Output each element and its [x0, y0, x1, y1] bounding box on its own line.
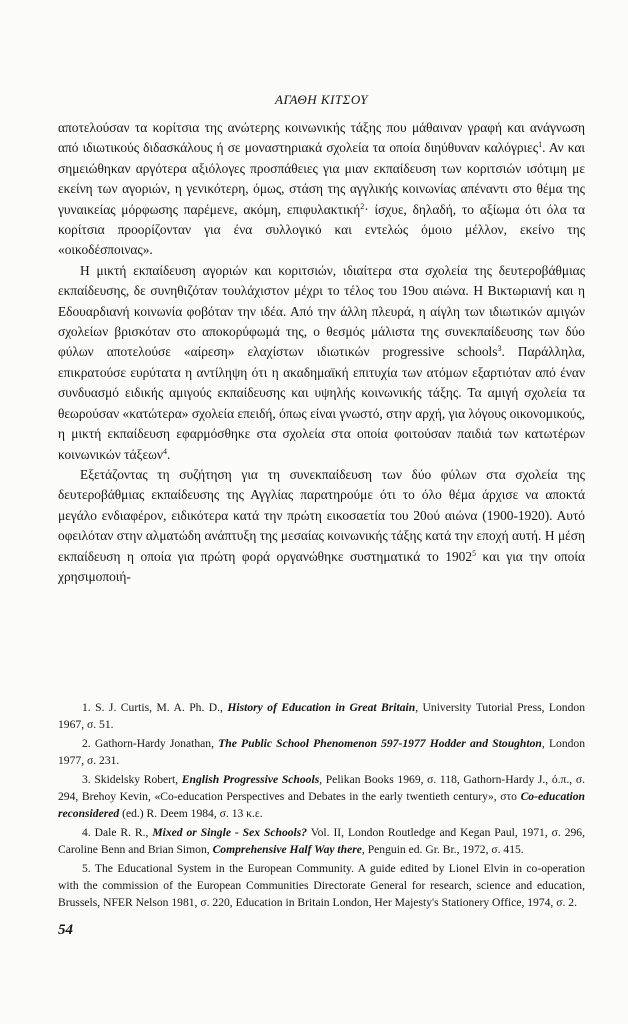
- footnote-text: , University Tutorial Press, London 1967, σ. 51.: [58, 701, 585, 731]
- paragraph-text: και για την οποία χρησιμοποιή-: [58, 548, 585, 584]
- footnote-text: 1. S. J. Curtis, M. A. Ph. D.,: [82, 701, 228, 714]
- paragraph-text: . Αν και σημειώθηκαν αργότερα αξιόλογες προσπάθειες για μιαν εκπαίδευση των κοριτσιών ισότιμη με εκείνη των αγοριών, η γενικότερη, όμως, στάση της αγγλικής κοινωνίας απέναντι στο θέμα της γυναικείας μόρφωσης παρέμενε, ακόμη, επιφυλακτική: [58, 140, 585, 217]
- footnote-text: 2. Gathorn-Hardy Jonathan,: [82, 737, 219, 751]
- footnote-book-title: Co-education reconsidered: [58, 789, 585, 820]
- footnote-book-title: History of Education in Great Britain: [227, 701, 416, 714]
- footnote-text: , Penguin ed. Gr. Br., 1972, σ. 415.: [361, 842, 524, 856]
- body-text: [58, 118, 585, 587]
- footnote: [58, 736, 585, 769]
- running-head: ΑΓΑΘΗ ΚΙΤΣΟΥ: [275, 92, 368, 107]
- paragraph-text: .: [166, 446, 171, 462]
- footnote-book-title: Mixed or Single - Sex Schools?: [152, 826, 308, 840]
- footnote-text: 3. Skidelsky Robert,: [82, 773, 182, 787]
- footnote-marker: 1: [538, 140, 543, 150]
- footnote: [58, 825, 585, 858]
- footnote-book-title: Comprehensive Half Way there: [212, 842, 362, 856]
- footnote-book-title: The Public School Phenomenon 597-1977 Hodder and Stoughton: [218, 737, 542, 751]
- footnote-marker: 2: [360, 201, 365, 211]
- paragraph-text: αποτελούσαν τα κορίτσια της ανώτερης κοινωνικής τάξης που μάθαιναν γραφή και ανάγνωση από ιδιωτικούς διδασκάλους ή σε μοναστηριακά σχολεία τα οποία διηύθυναν καλόγριες: [58, 120, 585, 156]
- paragraph-text: . Παράλληλα, επικρατούσε ευρύτατα η αντίληψη ότι η ακαδημαϊκή επιτυχία των ατόμων εξαρτιόταν από έναν συνδυασμό ειδικής αμιγούς εκπαίδευσης και υψηλής κοινωνικής τάξης. Τα αμιγή σχολεία τα θεωρούσαν «κατώτερα» σχολεία επειδή, όπως είναι γνωστό, στην αρχή, για λόγους οικονομικούς, η μικτή εκπαίδευση εφαρμόσθηκε στα σχολεία στα οποία φοιτούσαν παιδιά των κατωτέρων κοινωνικών τάξεων: [58, 344, 585, 462]
- footnote: [58, 861, 585, 911]
- footnote-text: 5. The Educational System in the European Community. A guide edited by Lionel Elvin in co-operation with the commission of the European Communities Directorate General for research, science and education, Brussels, NFER Nelson 1981, σ. 220, Education in Britain London, Her Majesty's Stationery Office, 1974, σ. 2.: [58, 862, 585, 909]
- paragraph: [58, 118, 585, 261]
- footnotes: [58, 700, 585, 914]
- paragraph: [58, 261, 585, 465]
- paragraph-text: · ίσχυε, δηλαδή, το αξίωμα ότι όλα τα κορίτσια προορίζονταν για ένα συλλογικό και εντελώς όμοιο μέλλον, εκείνο της «οικοδέσποινας».: [58, 201, 585, 258]
- footnote-marker: 5: [472, 548, 477, 558]
- paragraph-text: Εξετάζοντας τη συζήτηση για τη συνεκπαίδευση των δύο φύλων στα σχολεία της δευτεροβάθμιας εκπαίδευσης της Αγγλίας παρατηρούμε ότι το όλο θέμα άρχισε να αποκτά μεγάλο ενδιαφέρον, ειδικότερα κατά την πρώτη εικοσαετία του 20ού αιώνα (1900-1920). Αυτό οφειλόταν στην αλματώδη ανάπτυξη της μεσαίας κοινωνικής τάξης κατά την εποχή αυτή. Η μέση εκπαίδευση η οποία για πρώτη φορά οργανώθηκε συστηματικά το 1902: [58, 466, 585, 564]
- footnote: [58, 772, 585, 822]
- footnote-book-title: English Progressive Schools: [181, 773, 320, 787]
- footnote-text: Vol. II, London Routledge and Kegan Paul, 1971, σ. 296, Caroline Benn and Brian Simon,: [58, 826, 585, 856]
- paragraph-text: Η μικτή εκπαίδευση αγοριών και κοριτσιών, ιδιαίτερα στα σχολεία της δευτεροβάθμιας εκπαίδευσης, δε συνηθιζόταν τουλάχιστον μέχρι το τέλος του 19ου αιώνα. Η Βικτωριανή και η Εδουαρδιανή κοινωνία φοβόταν την ιδέα. Από την άλλη πλευρά, η αίγλη των ιδιωτικών αμιγών σχολείων βρισκόταν στο αποκορύφωμά της, ο θεσμός μάλιστα της συνεκπαίδευσης των δύο φύλων αποτελούσε «αίρεση» ελαχίστων ιδιωτικών progressive schools: [58, 262, 585, 360]
- footnote-text: , London 1977, σ. 231.: [58, 737, 586, 767]
- paragraph: [58, 465, 585, 587]
- footnote-text: , Pelikan Books 1969, σ. 118, Gathorn-Hardy J., ό.π., σ. 294, Brehoy Kevin, «Co-education Perspectives and Debates in the early twentieth century», στο: [58, 773, 585, 803]
- footnote-marker: 4: [162, 446, 167, 456]
- footnote-text: (ed.) R. Deem 1984, σ. 13 κ.ε.: [119, 806, 263, 820]
- footnote-marker: 3: [497, 344, 502, 354]
- footnote-text: 4. Dale R. R.,: [82, 826, 153, 840]
- page-number: 54: [58, 922, 73, 938]
- footnote: [58, 700, 585, 733]
